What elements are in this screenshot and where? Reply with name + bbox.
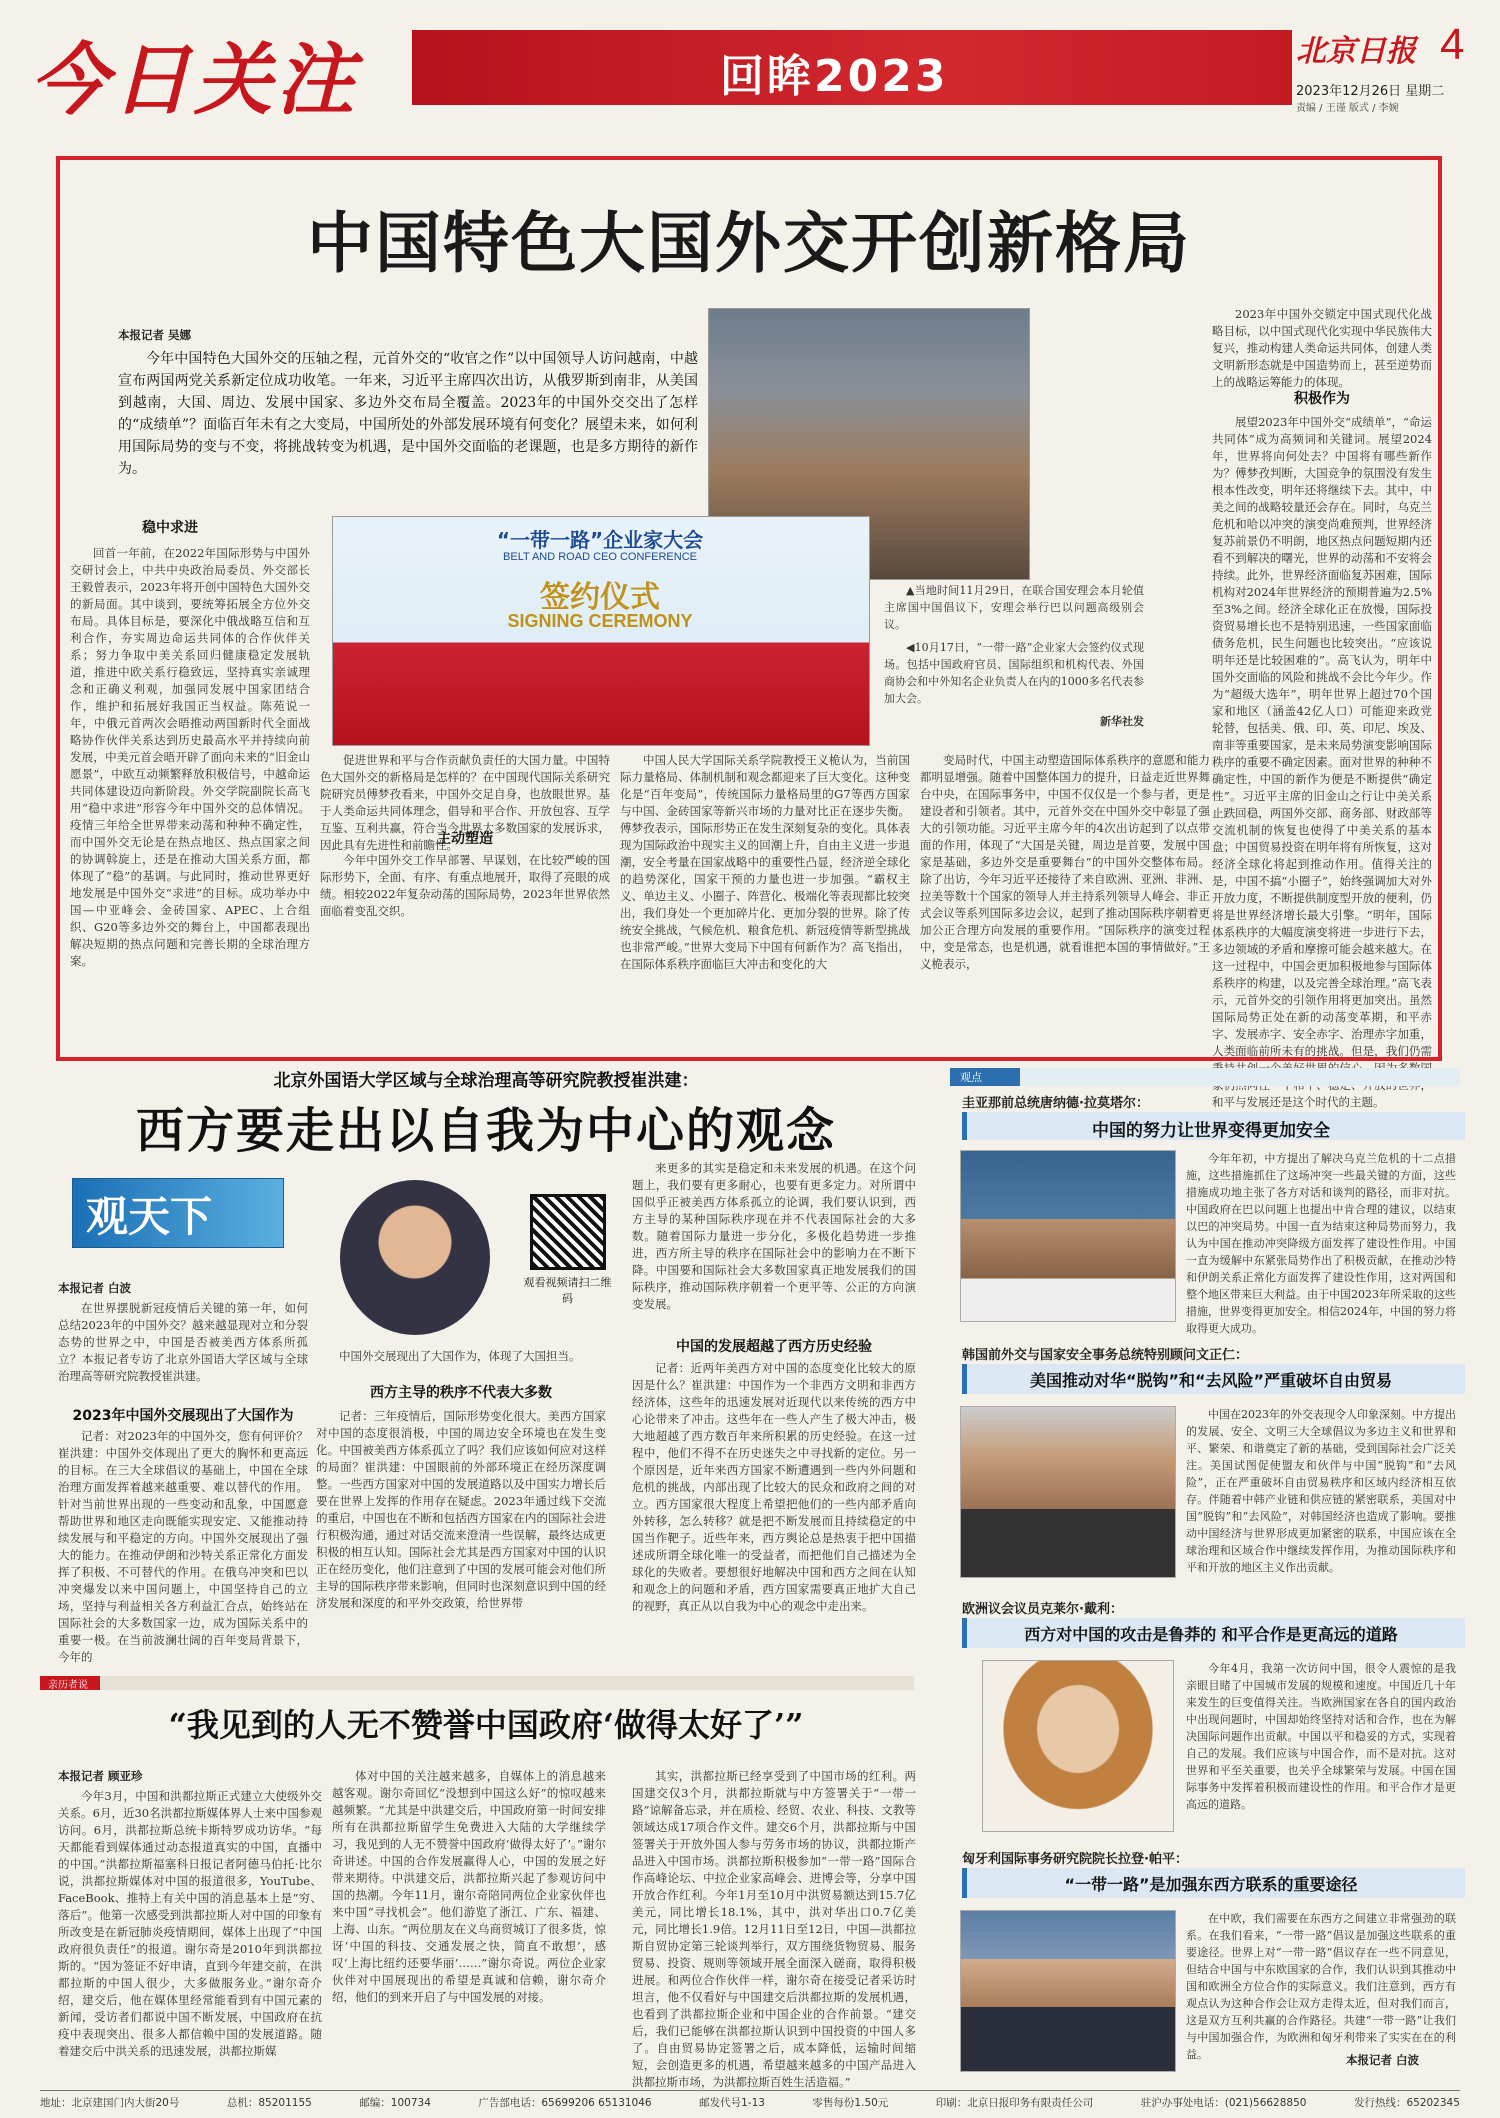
interview-subhead-2: 西方主导的秩序不代表大多数 — [370, 1385, 552, 1401]
footer-printer: 印刷：北京日报印务有限责任公司 — [935, 2097, 1094, 2109]
footer-issue-code: 邮发代号1-13 — [699, 2097, 765, 2109]
photo-captions — [884, 582, 1144, 732]
qr-code-icon[interactable] — [530, 1194, 606, 1270]
opinion-4-text: 在中欧，我们需要在东西方之间建立非常强劲的联系。在我们看来，“一带一路”倡议是加强这些联系的重要途径。世界上对“一带一路”倡议存在一些不同意见，但结合中国与中东欧国家的合作，我们认识到其推动中国和欧洲全方位合作的实际意义。我们注意到，西方有观点认为这种合作会让双方走得太近，但对我们而言，这是双方互利共赢的合作路径。共建“一带一路”让我们与中国加强合作，为欧洲和匈牙利带来了实实在在的利益。 — [1186, 1912, 1456, 2061]
interview-byline: 本报记者 白波 — [58, 1281, 132, 1295]
footer-switchboard: 总机：85201155 — [226, 2097, 312, 2109]
section-masthead: 今日关注 — [30, 35, 359, 126]
interview-subhead-3: 中国的发展超越了西方历史经验 — [676, 1339, 872, 1355]
opinion-2-text: 中国在2023年的外交表现令人印象深刻。中方提出的发展、安全、文明三大全球倡议为多边主义和世界和平、繁荣、和谐奠定了新的基础，受到国际社会广泛关注。美国试图促使盟友和伙伴与中国“脱钩”和“去风险”，正在严重破坏自由贸易秩序和区域内经济相互依存。伴随着中韩产业链和供应链的紧密联系，美国对中国“脱钩”和“去风险”，对韩国经济也造成了影响。要推动中国经济与世界形成更加紧密的联系，中国应该在全球治理和区域合作中继续发挥作用，为推动国际秩序和平和开放的地区主义作出贡献。 — [1186, 1408, 1456, 1574]
lead-article-intro: 今年中国特色大国外交的压轴之程，元首外交的“收官之作”以中国领导人访问越南，中越宣布两国两党关系新定位成功收笔。一年来，习近平主席四次出访，从俄罗斯到南非，从美国到越南，大国、周边、发展中国家、多边外交布局全覆盖。2023年的中国外交交出了怎样的“成绩单”？面临百年未有之大变局，中国所处的外部发展环境有何变化？展望未来，如何利用国际局势的变与不变，将挑战转变为机遇，是中国外交面临的老课题，也是多方期待的新作为。 — [118, 351, 698, 477]
footer-ad-phone: 广告部电话：65699206 65131046 — [478, 2097, 652, 2109]
witness-tag: 亲历者说 — [48, 1680, 88, 1691]
lead-subhead-1: 稳中求进 — [142, 520, 198, 536]
footer-price: 零售每份1.50元 — [812, 2097, 889, 2109]
opinion-4-portrait — [960, 1910, 1176, 2072]
opinion-byline: 本报记者 白波 — [1346, 2053, 1420, 2067]
interview-column-3: 记者：近两年美西方对中国的态度变化比较大的原因是什么？崔洪建：中国作为一个非西方文明和非西方经济体，这些年的迅速发展对近现代以来传统的西方中心论带来了冲击。这些年在一些人产生了极大冲击，极大地超越了西方数百年来所积累的历史经验。在这一过程中，他们不得不在历史迷失之中寻找新的定位。另一个原因是，近年来西方国家不断遭遇到一些内外问题和危机的挑战，内部出现了比较大的民众和政府之间的对立。西方国家很大程度上希望把他们的一些内部矛盾向外转移，怎么转移？就是把不断发展而且持续稳定的中国当作靶子。近些年来，西方舆论总是热衷于把中国描述成所谓全球化唯一的受益者，而把他们自己描述为全球化的失败者。要想很好地解决中国和西方之间在认知和观念上的问题和矛盾，西方国家需要真正地扩大自己的视野，真正从以自我为中心的观念中走出来。 — [632, 1361, 916, 1613]
footer-distribution: 发行热线：65202345 — [1353, 2097, 1460, 2109]
interview-column-1b: 记者：对2023年的中国外交，您有何评价？崔洪建：中国外交体现出了更大的胸怀和更高远的目标。在三大全球倡议的基础上，中国在全球治理方面发挥着越来越重要、难以替代的作用。针对当前世界出现的一些变动和乱象，中国愿意帮助世界和地区走向既能实现安定、又能推动持续发展与和平稳定的方向。中国外交展现出了强大的能力。在推动伊朗和沙特关系正常化方面发挥了积极、不可替代的作用。在俄乌冲突和巴以冲突爆发以来中国问题上，中国坚持自己的立场，坚持与利益相关各方利益汇合点，始终站在国际社会的大多数国家一边，成为国际关系中的重要一极。在当前波澜壮阔的百年变局背景下，今年的 — [58, 1429, 308, 1664]
column-logo-text: 观天下 — [86, 1192, 213, 1241]
signing-ceremony-title-en: SIGNING CEREMONY — [507, 611, 693, 631]
signing-ceremony-title: 签约仪式 — [540, 580, 660, 615]
interview-column-2: 记者：三年疫情后，国际形势变化很大。美西方国家对中国的态度很消极，中国的周边安全环境也在发生变化。中国被美西方体系孤立了吗？我们应该如何应对这样的局面？崔洪建：中国眼前的外部环境正在经历深度调整。一些西方国家对中国的发展道路以及中国实力增长后要在世界上发挥的作用存在疑虑。2023年通过线下交流的重启，中国也在不断和包括西方国家在内的国际社会进行积极沟通，通过对话交流来澄清一些误解，最终达成更积极的相互认知。国际社会尤其是西方国家对中国的认识正在经历变化，他们注意到了中国的发展可能会对他们所主导的国际秩序带来影响，但同时也深刻意识到中国的经济发展和深度的和平外交政策，给世界带 — [316, 1409, 606, 1610]
footer-postcode: 邮编：100734 — [359, 2097, 431, 2109]
opinion-2-title: 美国推动对华“脱钩”和“去风险”严重破坏自由贸易 — [1029, 1371, 1393, 1390]
lead-article-column-1: 回首一年前，在2022年国际形势与中国外交研讨会上，中共中央政治局委员、外交部长王毅曾表示，2023年将开创中国特色大国外交的新局面。其中谈到，要统筹拓展全方位外交布局。具体目标是，要深化中俄战略互信和互利合作，夯实周边命运共同体的合作伙伴关系；努力争取中美关系回归健康稳定发展轨道，推进中欧关系行稳致远，坚持真实亲诚理念和正确义利观，加强同发展中国家团结合作，维护和拓展好我国正当权益。陈苑说一年，中俄元首两次会晤推动两国新时代全面战略协作伙伴关系达到历史最高水平并持续向前发展，中美元首会晤开辟了面向未来的“旧金山愿景”，中欧互动频繁释放积极信号，中越命运共同体建设迈向新阶段。外交学院副院长高飞用“稳中求进”形容今年中国外交的总体情况。疫情三年给全世界带来动荡和种种不确定性，而中国外交无论是在热点地区、热点国家之间的协调斡旋上，还是在推动大国关系方面，都体现了“稳”的基调。与此同时，推动世界更好地发展是中国外交“求进”的目标。成功举办中国—中亚峰会、金砖国家、APEC、上合组织、G20等多边外交的舞台上，中国都表现出解决短期的热点问题和完善长期的全球治理方案。 — [70, 546, 310, 968]
interview-title: 西方要走出以自我为中心的观念 — [135, 1103, 836, 1159]
page-number: 4 — [1440, 20, 1465, 69]
footer-shanghai-office: 驻沪办事处电话：(021)56628850 — [1140, 2097, 1307, 2109]
ceo-conference-title: “一带一路”企业家大会 — [496, 528, 704, 552]
opinion-1-speaker: 圭亚那前总统唐纳德·拉莫塔尔： — [962, 1096, 1149, 1111]
witness-byline: 本报记者 顾亚珍 — [58, 1769, 143, 1783]
lead-article-column-2b: 今年中国外交工作早部署、早谋划，在比较严峻的国际形势下，全面、有序、有重点地展开，取得了亮眼的成绩。相较2022年复杂动荡的国际局势，2023年世界依然面临着变乱交织。 — [320, 853, 610, 918]
footer-address: 地址：北京建国门内大街20号 — [40, 2097, 180, 2109]
opinion-4-title: “一带一路”是加强东西方联系的重要途径 — [1064, 1875, 1358, 1894]
lead-article-column-5: 展望2023年中国外交“成绩单”，“命运共同体”成为高频词和关键词。展望2024年，世界将向何处去？中国将有哪些新作为？傅梦孜判断，大国竞争的氛围没有发生根本性改变，明年还将继续下去。其中，中美之间的战略较量还会存在。同时，乌克兰危机和哈以冲突的演变尚难预判，世界经济复苏前景仍不明朗，地区热点问题短期内还看不到解决的曙光，世界的动荡和不安将会持续。此外，世界经济面临复苏困难，国际机构对2024年世界经济的预期普遍为2.5%至3%之间。经济全球化正在放慢，国际投资贸易增长也不是特别迅速，一些国家面临债务危机，民生问题也比较突出。“应该说明年还是比较困难的”。高飞认为，明年中国外交面临的风险和挑战不会比今年少。作为“超级大选年”，明年世界上超过70个国家和地区（涵盖42亿人口）可能迎来政党轮替，包括美、俄、印、英、印尼、埃及、南非等重要国家，是未来局势演变影响国际秩序的重要不确定因素。面对世界的种种不确定性，中国的新作为便是不断提供“确定性”。习近平主席的旧金山之行让中美关系止跌回稳，两国外交部、商务部、财政部等交流机制的恢复也使得了中美关系的基本盘；中国贸易投资在明年将有所恢复，这对经济全球化将起到推动作用。值得关注的是，中国不搞“小圈子”，始终强调加大对外开放力度，不断提供制度型开放的便利，仍将是世界经济增长最大引擎。“明年，国际体系秩序的大幅度演变将进一步进行下去，多边领域的矛盾和摩擦可能会越来越大。在这一过程中，中国会更加积极地参与国际体系秩序的构建，以及完善全球治理。”高飞表示，元首外交的引领作用将更加突出。虽然国际局势正处在新的动荡变革期，和平赤字、发展赤字、安全赤字、治理赤字加重，人类面临前所未有的挑战。但是，我们仍需 和平与发展还是这个时代的主题。 — [1212, 415, 1432, 1109]
opinion-section-bar — [950, 1068, 1460, 1086]
opinion-1-text: 今年年初，中方提出了解决乌克兰危机的十二点措施，这些措施抓住了这场冲突一些最关键的方面，这些措施成功地主张了各方对话和谈判的路径，而非对抗。中国政府在巴以问题上也提出中肯合理的建议，以结束以巴的冲突局势。中国一直为结束这种局势而努力，我认为中国在推动冲突降级方面发挥了建设性作用。中国一直为缓解中东紧张局势作出了积极贡献，在推动沙特和伊朗关系正常化方面发挥了建设性作用，这对两国和整个地区带来巨大利益。由于中国2023年所采取的这些措施，世界变得更加安全。相信2024年，中国的努力将取得更大成功。 — [1186, 1152, 1456, 1335]
ceo-photo-caption: ◀10月17日，“一带一路”企业家大会签约仪式现场。包括中国政府官员、国际组织和机构代表、外国商协会和中外知名企业负责人在内的1000多名代表参加大会。 — [884, 641, 1144, 705]
newspaper-logo: 北京日报 — [1296, 34, 1416, 69]
qr-code-caption: 观看视频请扫二维码 — [523, 1276, 612, 1305]
issue-date: 2023年12月26日 星期二 — [1296, 84, 1445, 99]
lead-subhead-2: 主动塑造 — [437, 831, 493, 847]
lead-article-column-3: 中国人民大学国际关系学院教授王义桅认为，当前国际力量格局、体制机制和观念都迎来了巨大变化。这种变化是“百年变局”，传统国际力量格局里的G7等西方国家与中国、金砖国家等新兴市场的力量对比正在逐步失衡。傅梦孜表示，国际形势正在发生深刻复杂的变化。具体表现为国际政治中现实主义的回潮上升，自由主义进一步退潮，安全考量在国家战略中的重要性凸显，经济逆全球化的趋势深化，国家干预的力量也进一步加强。“霸权主义、单边主义、小圈子、阵营化、极端化等表现都比较突出，我们身处一个更加碎片化、更加分裂的世界。除了传统安全挑战，气候危机、粮食危机、新冠疫情等新型挑战也非常严峻。”世界大变局下中国有何新作为？高飞指出，在国际体系秩序面临巨大冲击和变化的大 — [620, 753, 910, 971]
witness-column-2: 体对中国的关注越来越多，自媒体上的消息越来越客观。谢尔奇回忆“没想到中国这么好”的惊叹越来越频繁。“尤其是中洪建交后，中国政府第一时间安排所有在洪都拉斯留学生免费进入大陆的大学继续学习，我见到的人无不赞誉中国政府‘做得太好了’。”谢尔奇讲述。中国的合作发展赢得人心，中国的发展之好带来期待。中洪建交后，洪都拉斯兴起了参观访问中国的热潮。今年11月，谢尔奇陪同两位企业家伙伴也来中国“寻找机会”。他们游览了浙江、广东、福建、上海、山东。“两位朋友在义乌商贸城订了很多货，惊讶‘中国的科技、交通发展之快，简直不敢想’，感叹‘上海比纽约还要华丽’……”谢尔奇说。两位企业家伙伴对中国展现出的希望是真诚和信赖，谢尔奇介绍，他们的到来开启了与中国发展的对接。 — [332, 1769, 606, 2004]
interview-column-1: 在世界摆脱新冠疫情后关键的第一年，如何总结2023年的中国外交？越来越显现对立和分裂态势的世界之中，中国是否被美西方体系所孤立？本报记者专访了北京外国语大学区域与全球治理高等研究院教授崔洪建。 — [58, 1301, 308, 1383]
interview-column-3-top: 来更多的其实是稳定和未来发展的机遇。在这个问题上，我们要有更多耐心，也要有更多定力。对所谓中国似乎正被美西方体系孤立的论调，我们要认识到，西方主导的某种国际秩序现在并不代表国际社会的大多数。随着国际力量进一步分化，多极化趋势进一步推进，西方所主导的秩序在国际社会中的影响力在不断下降。中国要和国际社会大多数国家真正地发展我们的国际秩序，推动国际秩序朝着一个更平等、公正的方向演变发展。 — [632, 1161, 916, 1311]
lead-article-column-4: 变局时代，中国主动塑造国际体系秩序的意愿和能力都明显增强。随着中国整体国力的提升，日益走近世界舞台中央，在国际事务中，中国不仅仅是一个参与者，更是建设者和引领者。其中，元首外交在中国外交中彰显了强大的引领功能。习近平主席今年的4次出访起到了以点带面的作用，体现了“大国是关键，周边是首要，发展中国家是基础，多边外交是重要舞台”的中国外交整体布局。除了出访，今年习近平还接待了来自欧洲、亚洲、非洲、拉美等数十个国家的领导人并主持系列领导人峰会、非正式会议等系列国际多边会议，起到了推动国际秩序朝着更加公正合理方向发展的重要作用。“国际秩序的演变过程中，变是常态，也是机遇，就看谁把本国的事情做好。”王义桅表示， — [920, 753, 1210, 971]
ceo-conference-title-en: BELT AND ROAD CEO CONFERENCE — [503, 551, 697, 563]
banner-title: 回眸2023 — [720, 51, 949, 102]
lead-article-column-5-top: 2023年中国外交锁定中国式现代化战略目标，以中国式现代化实现中华民族伟大复兴，推动构建人类命运共同体，创建人类文明新形态就是中国造势而上，甚至逆势而上的战略运筹能力的体现。 — [1212, 307, 1432, 389]
lead-article-byline: 本报记者 吴娜 — [118, 328, 192, 342]
witness-article-title: “我见到的人无不赞誉中国政府‘做得太好了’” — [168, 1706, 804, 1744]
page-footer — [40, 2090, 1460, 2115]
opinion-3-speaker: 欧洲议会议员克莱尔·戴利： — [962, 1602, 1123, 1617]
opinion-3-text: 今年4月，我第一次访问中国，很令人震惊的是我亲眼目睹了中国城市发展的规模和速度。中国近几十年来发生的巨变值得关注。当欧洲国家在各自的国内政治中出现问题时，中国却始终坚持对话和合作，也在为解决国际问题作出贡献。中国以平和稳妥的方式，实现着自己的发展。我们应该与中国合作，而不是对抗。这对世界和平至关重要，也关乎全球繁荣与发展。中国在国际事务中发挥着积极而建设性的作用。和平合作才是更高远的道路。 — [1186, 1662, 1456, 1811]
opinion-3-title: 西方对中国的攻击是鲁莽的 和平合作是更高远的道路 — [1024, 1625, 1398, 1644]
opinion-4-speaker: 匈牙利国际事务研究院院长拉登·帕平： — [962, 1852, 1188, 1867]
opinion-3-portrait — [982, 1660, 1174, 1832]
interview-kicker: 北京外国语大学区域与全球治理高等研究院教授崔洪建： — [273, 1071, 699, 1091]
lead-subhead-3: 积极作为 — [1294, 391, 1350, 407]
witness-column-3: 其实，洪都拉斯已经享受到了中国市场的红利。两国建交仅3个月，洪都拉斯就与中方签署关于“一带一路”谅解备忘录，并在质检、经贸、农业、科技、文教等领域达成17项合作文件。建交6个月，洪都拉斯与中国签署关于开放外国人参与劳务市场的协议，洪都拉斯产品进入中国市场。洪都拉斯积极参加“一带一路”国际合作高峰论坛、中拉企业家高峰会、进博会等，分享中国开放合作红利。今年1月至10月中洪贸易额达到15.7亿美元，同比增长18.1%，其中，洪对华出口0.7亿美元，同比增长1.9倍。12月11日至12日，中国—洪都拉斯自贸协定第三轮谈判举行，双方围绕货物贸易、服务贸易、投资、规则等领域开展全面深入磋商，取得积极进展。和两位合作伙伴一样，谢尔奇在接受记者采访时坦言，他不仅看好与中国建交后洪都拉斯的发展机遇，也看到了洪都拉斯企业和中国企业的合作前景。“建交后，我们已能够在洪都拉斯认识到中国投资的中国人多了。自由贸易协定签署之后，成本降低，运输时间缩短，会创造更多的机遇，希望越来越多的中国产品进入洪都拉斯市场，为洪都拉斯百姓生活造福。” — [632, 1769, 916, 2089]
opinion-2-portrait — [960, 1406, 1176, 1578]
interview-subhead-1: 2023年中国外交展现出了大国作为 — [72, 1408, 294, 1424]
opinion-2-speaker: 韩国前外交与国家安全事务总统特别顾问文正仁： — [962, 1348, 1249, 1363]
opinion-1-title: 中国的努力让世界变得更加安全 — [1092, 1121, 1330, 1141]
interviewee-portrait — [340, 1180, 490, 1335]
opinion-1-portrait — [960, 1150, 1176, 1322]
editors-credit: 责编 / 王谨 版式 / 李婉 — [1296, 103, 1399, 114]
witness-column-1: 今年3月，中国和洪都拉斯正式建立大使级外交关系。6月，近30名洪都拉斯媒体界人士来中国参观访问。6月，洪都拉斯总统卡斯特罗成功访华。“每天都能看到媒体通过动态报道真实的中国，直播中的中国。”洪都拉斯福塞科日报记者阿德马伯托·比尔说，洪都拉斯媒体对中国的报道很多，YouTube、FaceBook、推特上有关中国的消息基本上是“穷、落后”。他第一次感受到洪都拉斯人对中国的印象有所改变是在新冠肺炎疫情期间，媒体上出现了“中国政府很负责任”的报道。谢尔奇是2010年到洪都拉斯的。“因为签证不好申请，直到今年建交前，在洪都拉斯的中国人很少，大多做服务业。”谢尔奇介绍，建交后，他在媒体里经常能看到有中国元素的新闻，受访者们都说中国不断发展，中国政府在抗疫中表现突出、很多人都信赖中国的发展道路。随着建交后中洪关系的迅速发展，洪都拉斯媒 — [58, 1789, 322, 2058]
un-photo-caption: ▲当地时间11月29日，在联合国安理会本月轮值主席国中国倡议下，安理会举行巴以问题高级别会议。 — [884, 584, 1144, 631]
interview-column-2-top: 中国外交展现出了大国作为，体现了大国担当。 — [339, 1349, 581, 1363]
lead-article-title: 中国特色大国外交开创新格局 — [307, 205, 1191, 282]
lead-article-column-2: 促进世界和平与合作贡献负责任的大国力量。中国特色大国外交的新格局是怎样的？在中国现代国际关系研究院研究员傅梦孜看来，中国外交足自身，也放眼世界。基于人类命运共同体理念，倡导和平合作、开放包容、互学互鉴、互利共赢，符合当今世界大多数国家的发展诉求，因此具有先进性和前瞻性。 — [320, 753, 610, 852]
opinion-section-label: 观点 — [960, 1071, 982, 1084]
witness-tag-bar — [40, 1676, 914, 1690]
photo-credit: 新华社发 — [1100, 715, 1144, 728]
